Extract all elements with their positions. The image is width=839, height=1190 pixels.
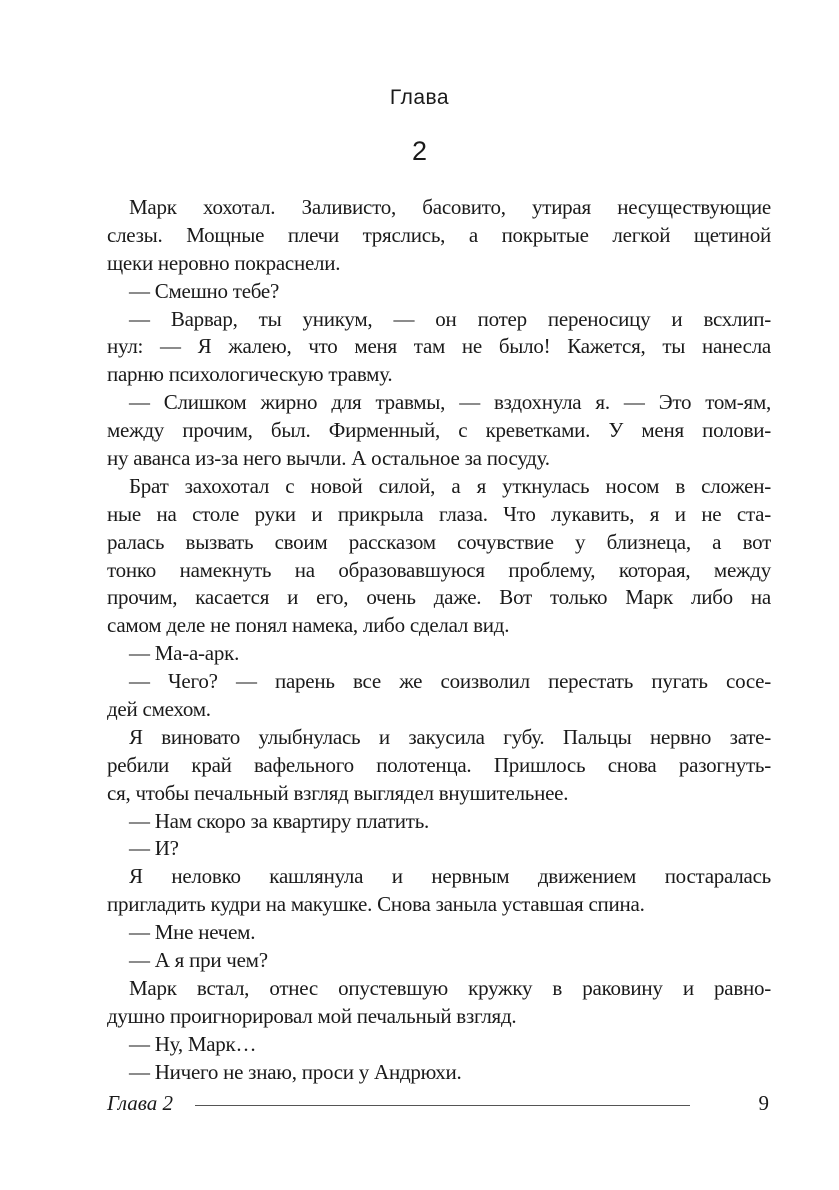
chapter-number: 2: [411, 136, 428, 166]
text-line: нул: — Я жалею, что меня там не было! Кажется, ты нанесла: [107, 334, 771, 359]
text-line: душно проигнорировал мой печальный взгляд.: [107, 1003, 517, 1028]
text-line: щеки неровно покраснели.: [107, 250, 341, 275]
text-line: — Варвар, ты уникум, — он потер переносицу и всхлип-: [129, 306, 771, 331]
text-line: Марк хохотал. Заливисто, басовито, утирая несуществующие: [129, 195, 771, 219]
text-line: самом деле не понял намека, либо сделал вид.: [107, 613, 510, 638]
text-line: Я неловко кашлянула и нервным движением постаралась: [129, 864, 771, 889]
text-line: — Ну, Марк…: [129, 1031, 257, 1056]
text-line: парню психологическую травму.: [107, 362, 393, 387]
text-line: ралась вызвать своим рассказом сочувствие у близнеца, а вот: [107, 529, 771, 554]
text-line: между прочим, был. Фирменный, с креветками. У меня полови-: [107, 418, 771, 443]
text-line: ся, чтобы печальный взгляд выглядел внушительнее.: [107, 780, 569, 805]
text-line: — Ма-а-арк.: [129, 641, 240, 666]
page-footer: [107, 1091, 771, 1119]
text-line: слезы. Мощные плечи тряслись, а покрытые легкой щетиной: [107, 222, 771, 247]
text-line: ну аванса из-за него вычли. А остальное за посуду.: [107, 446, 550, 471]
text-line: дей смехом.: [107, 697, 211, 722]
text-line: Марк встал, отнес опустевшую кружку в раковину и равно-: [129, 975, 771, 1000]
footer-rule: [195, 1105, 690, 1106]
text-line: пригладить кудри на макушке. Снова заныла уставшая спина.: [107, 892, 645, 917]
text-line: Я виновато улыбнулась и закусила губу. Пальцы нервно зате-: [129, 724, 771, 749]
text-line: ные на столе руки и прикрыла глаза. Что лукавить, я и не ста-: [107, 501, 771, 526]
text-line: — И?: [129, 836, 179, 861]
text-line: — Ничего не знаю, проси у Андрюхи.: [129, 1059, 462, 1084]
text-line: — Нам скоро за квартиру платить.: [129, 808, 430, 833]
text-line: — Мне нечем.: [129, 920, 256, 945]
text-line: — Смешно тебе?: [129, 278, 280, 303]
running-title: Глава 2: [107, 1091, 173, 1115]
text-line: прочим, касается и его, очень даже. Вот только Марк либо на: [107, 585, 771, 610]
page-number: 9: [758, 1091, 769, 1115]
chapter-heading: Глава: [389, 86, 450, 109]
text-line: Брат захохотал с новой силой, а я уткнулась носом в сложен-: [129, 473, 771, 498]
text-line: ребили край вафельного полотенца. Пришлось снова разогнуть-: [107, 752, 771, 777]
text-line: — А я при чем?: [129, 948, 268, 973]
body-text: [107, 194, 771, 1087]
text-line: — Чего? — парень все же соизволил перестать пугать сосе-: [129, 669, 771, 694]
text-line: тонко намекнуть на образовавшуюся проблему, которая, между: [107, 557, 771, 582]
text-line: — Слишком жирно для травмы, — вздохнула я. — Это том-ям,: [129, 390, 771, 415]
